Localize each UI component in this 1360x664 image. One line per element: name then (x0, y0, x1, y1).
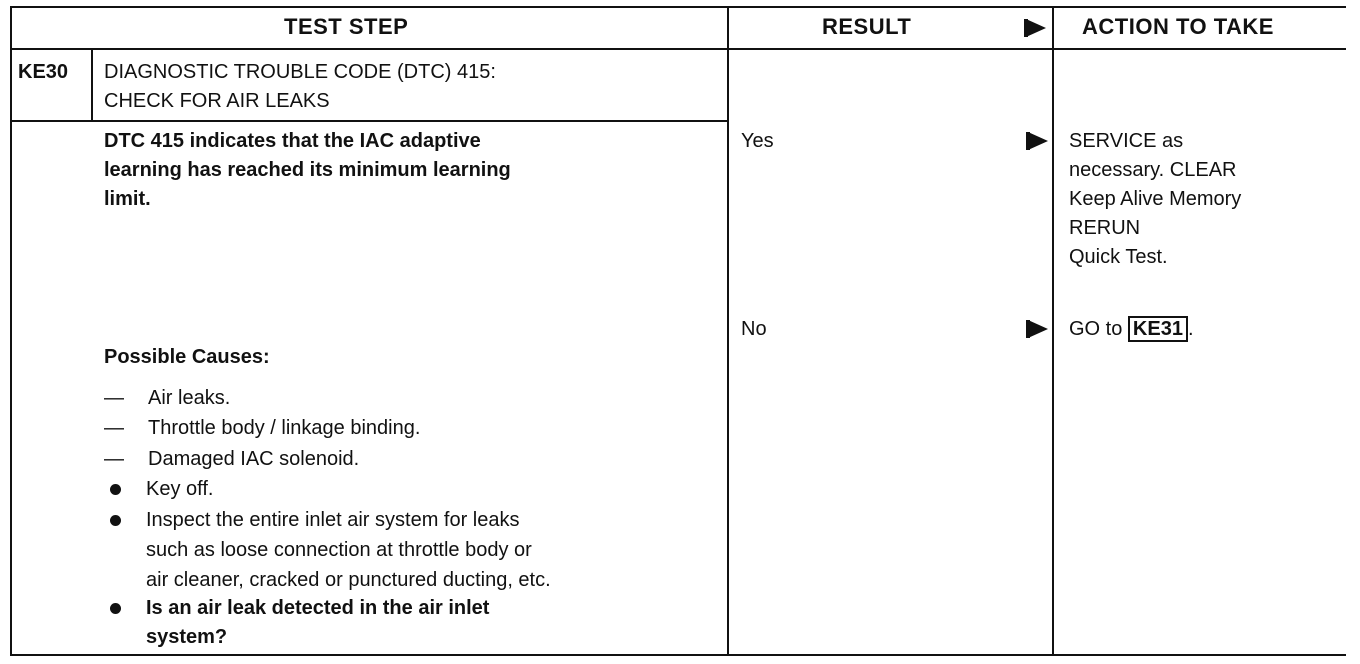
intro-line3: limit. (104, 188, 151, 210)
action-yes-line1: SERVICE as (1069, 130, 1184, 152)
cause-item-text: Throttle body / linkage binding. (148, 417, 421, 439)
header-arrow-icon (1026, 19, 1046, 37)
action-yes-line5: Quick Test. (1069, 246, 1168, 268)
dash-icon: — (104, 387, 124, 409)
bullet-icon (104, 594, 121, 623)
action-yes-line4: RERUN (1069, 217, 1141, 239)
cause-item (104, 414, 124, 443)
bullet-key-off: Key off. (146, 478, 214, 500)
cause-item (104, 445, 124, 474)
ke31-reference[interactable]: KE31 (1128, 316, 1188, 342)
header-result: RESULT (822, 14, 912, 39)
top-border (10, 6, 1346, 8)
header-bottom-border (10, 48, 1346, 50)
bullet-inspect-line3: air cleaner, cracked or punctured ducting, etc. (146, 569, 551, 591)
header-test-step: TEST STEP (284, 14, 409, 39)
bullet-question-line1: Is an air leak detected in the air inlet (146, 597, 490, 619)
bullet-question-line2: system? (146, 626, 228, 648)
step-code: KE30 (18, 61, 69, 83)
bullet-inspect-line2: such as loose connection at throttle body or (146, 539, 532, 561)
bullet-icon (104, 506, 121, 535)
dash-icon: — (104, 417, 124, 439)
action-yes-line2: necessary. CLEAR (1069, 159, 1237, 181)
intro-line1: DTC 415 indicates that the IAC adaptive (104, 130, 481, 152)
no-arrow-icon (1028, 320, 1048, 338)
result-left-border (727, 6, 729, 656)
dash-icon: — (104, 448, 124, 470)
result-no: No (741, 318, 767, 340)
code-divider (91, 48, 93, 122)
yes-arrow-icon (1028, 132, 1048, 150)
intro-line2: learning has reached its minimum learning (104, 159, 511, 181)
causes-heading: Possible Causes: (104, 346, 270, 368)
bullet-icon (104, 475, 121, 504)
step-title-bottom-border (10, 120, 728, 122)
step-title-line2: CHECK FOR AIR LEAKS (104, 90, 330, 112)
bullet-inspect-line1: Inspect the entire inlet air system for leaks (146, 509, 520, 531)
action-no-prefix: GO to (1069, 318, 1128, 340)
cause-item-text: Air leaks. (148, 387, 231, 409)
step-title-line1: DIAGNOSTIC TROUBLE CODE (DTC) 415: (104, 61, 496, 83)
bottom-border (10, 654, 1346, 656)
action-no-suffix: . (1187, 318, 1194, 340)
result-yes: Yes (741, 130, 774, 152)
action-yes-line3: Keep Alive Memory (1069, 188, 1242, 210)
left-border (10, 6, 12, 656)
action-left-border (1052, 6, 1054, 656)
header-action-to-take: ACTION TO TAKE (1082, 14, 1274, 39)
action-no (1069, 315, 1194, 344)
cause-item-text: Damaged IAC solenoid. (148, 448, 360, 470)
cause-item (104, 384, 124, 413)
